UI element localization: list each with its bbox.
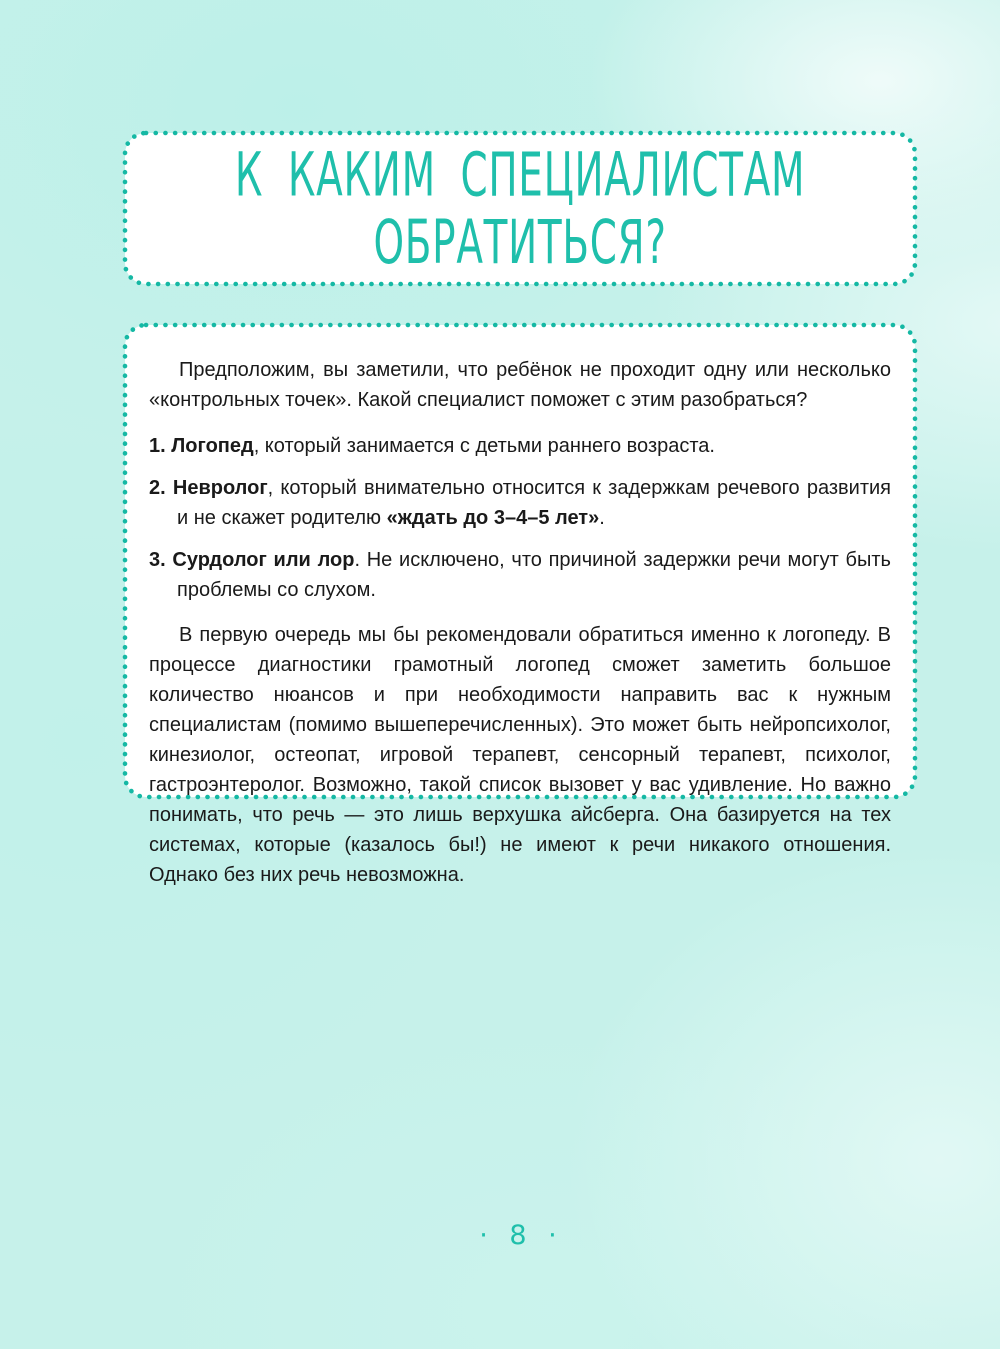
list-item-1 [149,431,891,461]
list-item-2-term: 2. Невролог [149,477,268,499]
content-text [122,322,918,886]
list-item-3 [149,545,891,605]
closing-paragraph: В первую очередь мы бы рекомендовали обратиться именно к логопеду. В процессе диагностики грамотный логопед сможет заметить большое количество нюансов и при необходимости направить вас к нужным специалистам (помимо вышеперечисленных). Это может быть нейропсихолог, кинезиолог, остеопат, игровой терапевт, сенсорный терапевт, психолог, гастроэнтеролог. Возможно, такой список вызовет у вас удивление. Но важно понимать, что речь — это лишь верхушка айсберга. Она базируется на тех системах, которые (казалось бы!) не имеют к речи никакого отношения. Однако без них речь невозможна. [149,624,891,886]
list-item-1-text: , который занимается с детьми раннего возраста. [253,435,715,457]
list-item-2-text: , который внимательно относится к задержкам речевого развития и не скажет родителю [177,477,891,529]
intro-paragraph: Предположим, вы заметили, что ребёнок не проходит одну или несколько «контрольных точек». Какой специалист поможет с этим разобраться? [149,359,891,411]
list-item-3-text: . Не исключено, что причиной задержки речи могут быть проблемы со слухом. [177,549,891,601]
page-title-line-1: К КАКИМ СПЕЦИАЛИСТАМ [234,139,806,210]
page-title [235,141,805,275]
list-item-1-term: 1. Логопед [149,435,254,457]
title-box [122,130,918,287]
page-number: · 8 · [479,1220,557,1251]
content-box [122,322,918,886]
list-item-2-emphasis: «ждать до 3–4–5 лет» [386,507,600,529]
list-item-2: 2. Невролог, который внимательно относится к задержкам речевого развития и не скажет родителю «ждать до 3–4–5 лет». [149,477,891,529]
page-title-line-2: ОБРАТИТЬСЯ? [373,206,667,277]
list-item-3-term: 3. Сурдолог или лор [149,549,355,571]
